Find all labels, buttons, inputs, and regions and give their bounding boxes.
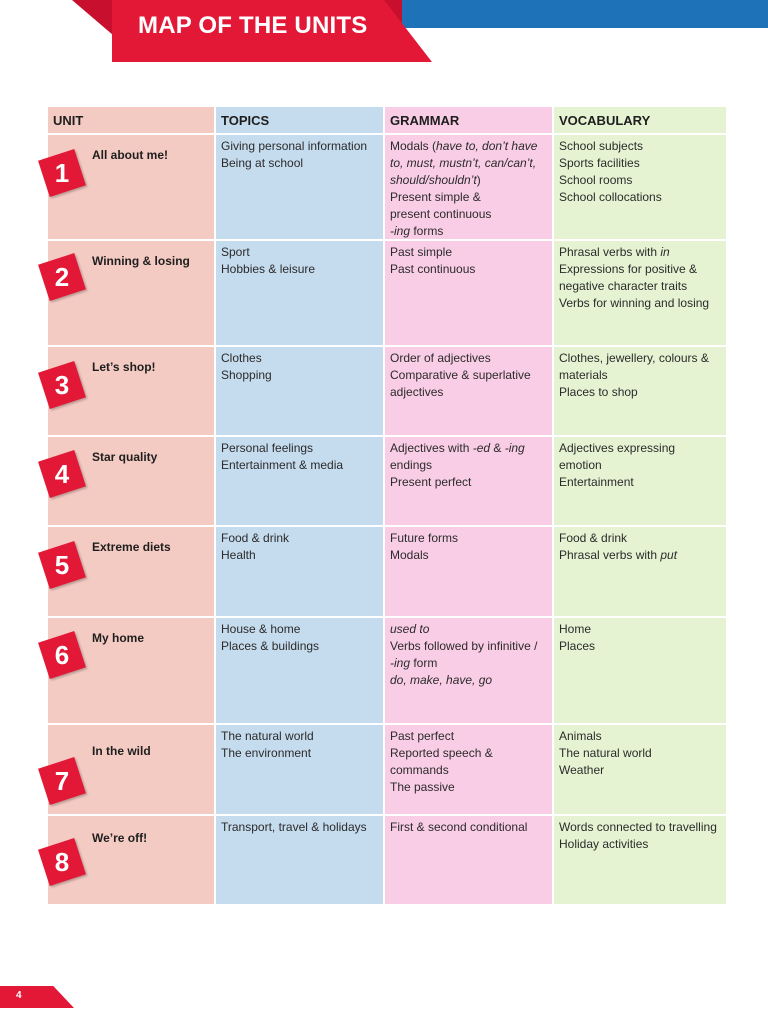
unit-number: 4 <box>54 459 70 489</box>
vocabulary-line: Food & drink <box>559 531 628 545</box>
unit-number: 3 <box>54 370 70 400</box>
grammar-cell <box>385 241 554 345</box>
header-blue-stripe <box>380 0 768 28</box>
vocabulary-line: Holiday activities <box>559 837 649 851</box>
unit-number: 7 <box>54 766 70 796</box>
grammar-line: Reported speech & commands <box>390 746 493 777</box>
unit-name: Winning & losing <box>92 254 190 268</box>
topics-cell <box>216 527 385 616</box>
topics-line: Entertainment & media <box>221 458 344 472</box>
unit-cell <box>48 347 216 435</box>
grammar-line: First & second conditional <box>390 820 528 834</box>
unit-number-badge <box>38 149 86 197</box>
unit-cell <box>48 437 216 525</box>
vocabulary-line: Clothes, jewellery, colours & <box>559 351 709 365</box>
vocabulary-cell <box>554 725 726 814</box>
unit-number: 5 <box>54 550 70 580</box>
vocabulary-line: The natural world <box>559 746 652 760</box>
unit-name: Star quality <box>92 450 158 464</box>
topics-cell <box>216 437 385 525</box>
vocabulary-cell <box>554 241 726 345</box>
grammar-line: do, make, have, go <box>390 673 493 687</box>
grammar-line: Present simple & <box>390 190 481 204</box>
vocabulary-line: Phrasal verbs with put <box>559 548 678 562</box>
unit-number: 1 <box>54 158 70 188</box>
unit-number-badge <box>38 541 86 589</box>
grammar-line: -ing forms <box>390 224 444 238</box>
topics-cell <box>216 725 385 814</box>
topics-line: Health <box>221 548 256 562</box>
vocabulary-line: Weather <box>559 763 605 777</box>
vocabulary-cell <box>554 816 726 904</box>
grammar-line: Future forms <box>390 531 459 545</box>
vocabulary-line: Expressions for positive & <box>559 262 698 276</box>
unit-name: All about me! <box>92 148 169 162</box>
unit-number: 2 <box>54 262 70 292</box>
unit-name: Extreme diets <box>92 540 171 554</box>
unit-name: In the wild <box>92 744 151 758</box>
header-vocabulary: VOCABULARY <box>554 107 726 133</box>
vocabulary-line: Words connected to travelling <box>559 820 717 834</box>
page-title: MAP OF THE UNITS <box>138 12 368 39</box>
topics-line: Clothes <box>221 351 262 365</box>
topics-cell <box>216 816 385 904</box>
vocabulary-line: Phrasal verbs with in <box>559 245 670 259</box>
unit-name: We’re off! <box>92 831 148 845</box>
table-row-unit-8 <box>48 816 726 906</box>
unit-name: My home <box>92 631 145 645</box>
grammar-line: should/shouldn’t) <box>390 173 481 187</box>
header-bar <box>0 0 768 62</box>
page-number-tab <box>0 986 74 1008</box>
header-grammar: GRAMMAR <box>385 107 554 133</box>
vocabulary-line: Places to shop <box>559 385 638 399</box>
topics-line: Hobbies & leisure <box>221 262 316 276</box>
vocabulary-line: Places <box>559 639 596 653</box>
topics-line: Being at school <box>221 156 304 170</box>
grammar-line: present continuous <box>390 207 492 221</box>
vocabulary-cell <box>554 527 726 616</box>
vocabulary-line: School collocations <box>559 190 662 204</box>
topics-line: Personal feelings <box>221 441 314 455</box>
grammar-line: Past perfect <box>390 729 455 743</box>
grammar-cell <box>385 725 554 814</box>
grammar-line: used to <box>390 622 430 636</box>
vocabulary-line: Animals <box>559 729 602 743</box>
vocabulary-line: materials <box>559 368 608 382</box>
header-unit: UNIT <box>48 107 216 133</box>
vocabulary-line: Entertainment <box>559 475 634 489</box>
unit-number: 6 <box>54 640 70 670</box>
unit-cell <box>48 527 216 616</box>
grammar-line: Present perfect <box>390 475 472 489</box>
topics-line: Shopping <box>221 368 272 382</box>
topics-cell <box>216 135 385 239</box>
grammar-line: Comparative & superlative <box>390 368 531 382</box>
table-header-row <box>48 107 726 135</box>
table-body <box>48 135 726 906</box>
topics-cell <box>216 347 385 435</box>
grammar-line: Order of adjectives <box>390 351 491 365</box>
grammar-line: Verbs followed by infinitive / <box>390 639 538 653</box>
unit-cell <box>48 816 216 904</box>
grammar-cell <box>385 135 554 239</box>
table-row-unit-1 <box>48 135 726 241</box>
grammar-cell <box>385 618 554 723</box>
topics-line: Places & buildings <box>221 639 320 653</box>
table-row-unit-6 <box>48 618 726 725</box>
grammar-line: Modals <box>390 548 429 562</box>
vocabulary-cell <box>554 347 726 435</box>
grammar-cell <box>385 347 554 435</box>
vocabulary-line: negative character traits <box>559 279 688 293</box>
topics-line: Giving personal information <box>221 139 368 153</box>
topics-line: House & home <box>221 622 301 636</box>
topics-line: Sport <box>221 245 250 259</box>
page-number: 4 <box>16 990 22 1001</box>
vocabulary-cell <box>554 437 726 525</box>
unit-cell <box>48 725 216 814</box>
vocabulary-line: Sports facilities <box>559 156 640 170</box>
topics-cell <box>216 618 385 723</box>
grammar-cell <box>385 437 554 525</box>
grammar-line: Adjectives with -ed & -ing <box>390 441 525 455</box>
topics-line: Transport, travel & holidays <box>221 820 367 834</box>
unit-cell <box>48 618 216 723</box>
topics-line: Food & drink <box>221 531 290 545</box>
vocabulary-line: School rooms <box>559 173 633 187</box>
vocabulary-line: Verbs for winning and losing <box>559 296 710 310</box>
table-row-unit-5 <box>48 527 726 618</box>
grammar-line: Modals (have to, don’t have <box>390 139 538 153</box>
unit-number-badge <box>38 757 86 805</box>
unit-number-badge <box>38 253 86 301</box>
topics-line: The natural world <box>221 729 314 743</box>
vocabulary-line: Adjectives expressing emotion <box>559 441 676 472</box>
grammar-line: to, must, mustn’t, can/can’t, <box>390 156 537 170</box>
unit-number-badge <box>38 838 86 886</box>
unit-cell <box>48 241 216 345</box>
grammar-line: Past continuous <box>390 262 476 276</box>
grammar-line: adjectives <box>390 385 444 399</box>
unit-number-badge <box>38 450 86 498</box>
vocabulary-line: Home <box>559 622 592 636</box>
grammar-cell <box>385 816 554 904</box>
vocabulary-cell <box>554 618 726 723</box>
unit-cell <box>48 135 216 239</box>
units-table <box>48 107 726 906</box>
table-row-unit-7 <box>48 725 726 816</box>
vocabulary-cell <box>554 135 726 239</box>
header-topics: TOPICS <box>216 107 385 133</box>
grammar-line: The passive <box>390 780 455 794</box>
grammar-line: endings <box>390 458 433 472</box>
unit-number-badge <box>38 361 86 409</box>
grammar-line: Past simple <box>390 245 453 259</box>
grammar-cell <box>385 527 554 616</box>
topics-cell <box>216 241 385 345</box>
table-row-unit-2 <box>48 241 726 347</box>
table-row-unit-3 <box>48 347 726 437</box>
vocabulary-line: School subjects <box>559 139 644 153</box>
grammar-line: -ing form <box>390 656 438 670</box>
unit-number-badge <box>38 631 86 679</box>
table-row-unit-4 <box>48 437 726 527</box>
unit-name: Let’s shop! <box>92 360 156 374</box>
unit-number: 8 <box>54 847 70 877</box>
topics-line: The environment <box>221 746 312 760</box>
